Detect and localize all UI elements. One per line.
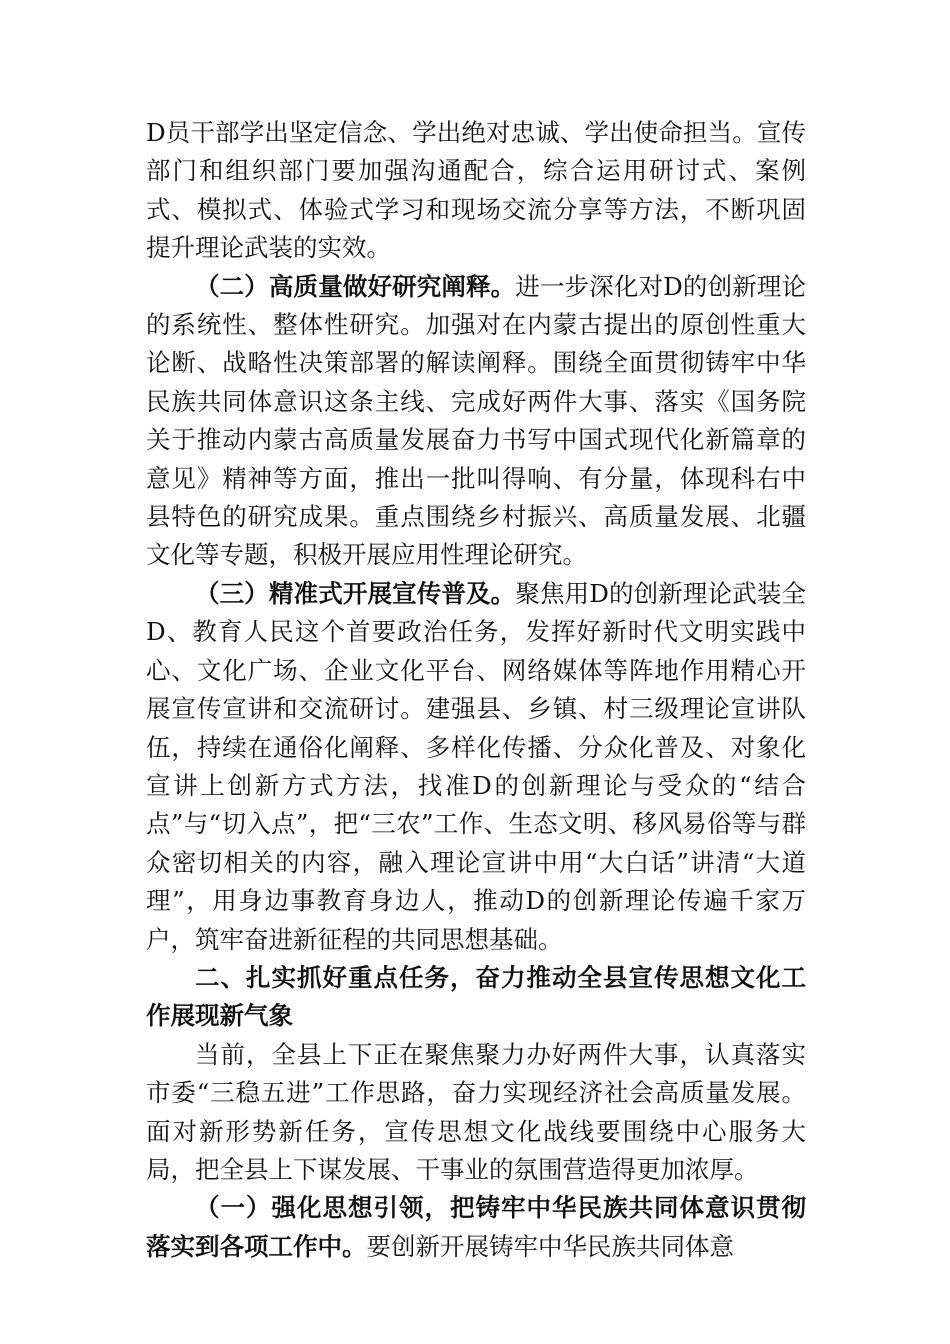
section-heading: 二、扎实抓好重点任务，奋力推动全县宣传思想文化工作展现新气象 — [146, 962, 806, 1031]
paragraph-text: 进一步深化对D的创新理论的系统性、整体性研究。加强对在内蒙古提出的原创性重大论断、战略性决策部署的解读阐释。围绕全面贯彻铸牢中华民族共同体意识这条主线、完成好两件大事、落实《国务院关于推动内蒙古高质量发展奋力书写中国式现代化新篇章的意见》精神等方面，推出一批叫得响、有分量，体现科右中县特色的研究成果。重点围绕乡村振兴、高质量发展、北疆文化等专题，积极开展应用性理论研究。 — [146, 271, 806, 570]
paragraph-lead: （三）精准式开展宣传普及。 — [195, 578, 516, 608]
paragraph-continuation — [146, 114, 806, 268]
paragraph-current-situation — [146, 1036, 806, 1190]
paragraph-research-interpretation — [146, 268, 806, 575]
paragraph-publicity-popularization — [146, 575, 806, 959]
document-page — [146, 114, 806, 1266]
paragraph-text: 当前，全县上下正在聚焦聚力办好两件大事，认真落实市委“三稳五进”工作思路，奋力实现经济社会高质量发展。面对新形势新任务，宣传思想文化战线要围绕中心服务大局，把全县上下谋发展、干事业的氛围营造得更加浓厚。 — [146, 1039, 806, 1184]
paragraph-lead: （二）高质量做好研究阐释。 — [195, 271, 516, 301]
paragraph-ideological-guidance — [146, 1189, 806, 1266]
paragraph-lead: （一）强化思想引领，把铸牢中华民族共同体意识贯彻落实到各项工作中。 — [146, 1193, 806, 1261]
paragraph-text: D员干部学出坚定信念、学出绝对忠诚、学出使命担当。宣传部门和组织部门要加强沟通配合，综合运用研讨式、案例式、模拟式、体验式学习和现场交流分享等方法，不断巩固提升理论武装的实效。 — [146, 118, 806, 263]
paragraph-text: 聚焦用D的创新理论武装全D、教育人民这个首要政治任务，发挥好新时代文明实践中心、文化广场、企业文化平台、网络媒体等阵地作用精心开展宣传宣讲和交流研讨。建强县、乡镇、村三级理论宣讲队伍，持续在通俗化阐释、多样化传播、分众化普及、对象化宣讲上创新方式方法，找准D的创新理论与受众的“结合点”与“切入点”，把“三农”工作、生态文明、移风易俗等与群众密切相关的内容，融入理论宣讲中用“大白话”讲清“大道理”，用身边事教育身边人，推动D的创新理论传遍千家万户，筑牢奋进新征程的共同思想基础。 — [146, 578, 806, 954]
paragraph-text: 要创新开展铸牢中华民族共同体意 — [366, 1231, 734, 1261]
